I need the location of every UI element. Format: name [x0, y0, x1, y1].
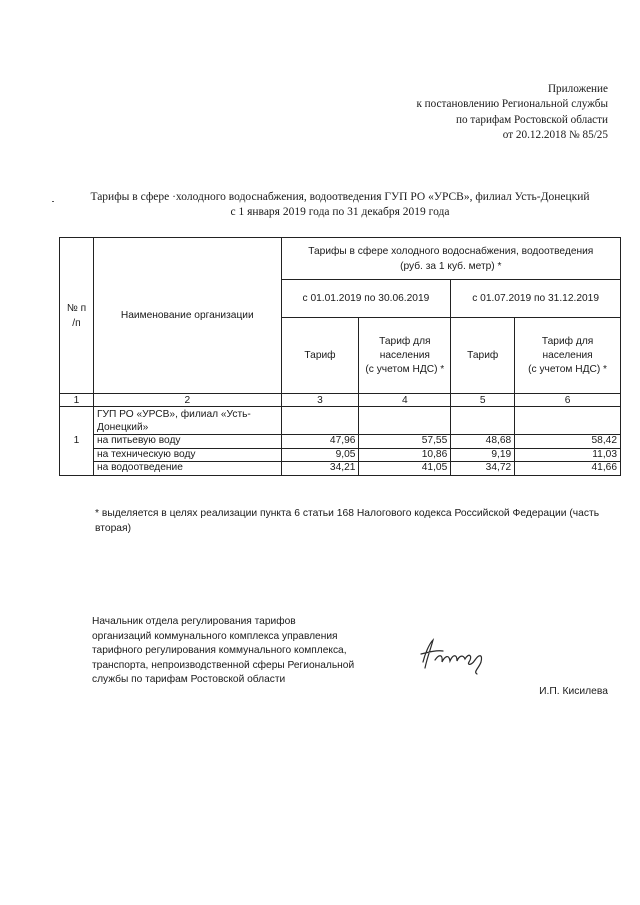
appendix-line: по тарифам Ростовской области: [456, 113, 608, 126]
handwritten-signature: [415, 632, 507, 676]
tariff-value: 58,42: [515, 435, 621, 449]
header-organization: Наименование организации: [93, 238, 281, 394]
table-row: [60, 435, 621, 449]
tariff-value: 11,03: [515, 448, 621, 462]
scan-speck: [52, 201, 54, 202]
service-name: на питьевую воду: [93, 435, 281, 449]
header-period-2: с 01.07.2019 по 31.12.2019: [451, 280, 621, 318]
column-number-row: [60, 394, 621, 407]
header-period-1: с 01.01.2019 по 30.06.2019: [281, 280, 451, 318]
table-row: [60, 462, 621, 476]
signer-position: [92, 615, 382, 688]
tariff-value: 41,66: [515, 462, 621, 476]
tariff-table: [59, 237, 621, 476]
service-name: на водоотведение: [93, 462, 281, 476]
service-name: на техническую воду: [93, 448, 281, 462]
header-tariff-population: Тариф для населения (с учетом НДС) *: [515, 318, 621, 394]
organization-name: ГУП РО «УРСВ», филиал «Усть-Донецкий»: [93, 407, 281, 435]
row-number: 1: [60, 407, 94, 476]
appendix-header: [416, 82, 608, 143]
signer-line: службы по тарифам Ростовской области: [92, 674, 286, 686]
tariff-value: 10,86: [359, 448, 451, 462]
header-tariff: Тариф: [281, 318, 359, 394]
header-tariff-population: Тариф для населения (с учетом НДС) *: [359, 318, 451, 394]
column-number: 1: [60, 394, 94, 407]
column-number: 6: [515, 394, 621, 407]
tariff-value: 41,05: [359, 462, 451, 476]
column-number: 2: [93, 394, 281, 407]
column-number: 3: [281, 394, 359, 407]
tariff-value: 9,05: [281, 448, 359, 462]
tariff-value: 47,96: [281, 435, 359, 449]
tariff-value: 48,68: [451, 435, 515, 449]
tariff-value: 57,55: [359, 435, 451, 449]
table-row: [60, 407, 621, 435]
appendix-date-number: от 20.12.2018 № 85/25: [502, 128, 608, 141]
tariff-value: 34,72: [451, 462, 515, 476]
signer-line: транспорта, непроизводственной сферы Региональной: [92, 659, 355, 671]
title-period: с 1 января 2019 года по 31 декабря 2019 года: [230, 206, 450, 218]
tariff-value: 9,19: [451, 448, 515, 462]
table-row: [60, 448, 621, 462]
column-number: 4: [359, 394, 451, 407]
header-tariff-group: Тарифы в сфере холодного водоснабжения, водоотведения (руб. за 1 куб. метр) *: [281, 238, 620, 280]
tariff-value: 34,21: [281, 462, 359, 476]
signer-line: тарифного регулирования коммунального комплекса,: [92, 645, 347, 657]
title-line: Тарифы в сфере ·холодного водоснабжения, водоотведения ГУП РО «УРСВ», филиал Усть-Донецкий: [90, 191, 590, 203]
appendix-line: к постановлению Региональной службы: [416, 98, 608, 111]
signer-line: Начальник отдела регулирования тарифов: [92, 616, 296, 627]
header-tariff: Тариф: [451, 318, 515, 394]
footnote: * выделяется в целях реализации пункта 6 статьи 168 Налогового кодекса Российской Федерации (часть вторая): [95, 508, 600, 534]
header-row-number: № п /п: [60, 238, 94, 394]
signer-name: И.П. Кисилева: [539, 686, 608, 697]
document-title: [60, 190, 620, 220]
column-number: 5: [451, 394, 515, 407]
signer-line: организаций коммунального комплекса управления: [92, 630, 338, 642]
appendix-line: Приложение: [547, 83, 608, 95]
